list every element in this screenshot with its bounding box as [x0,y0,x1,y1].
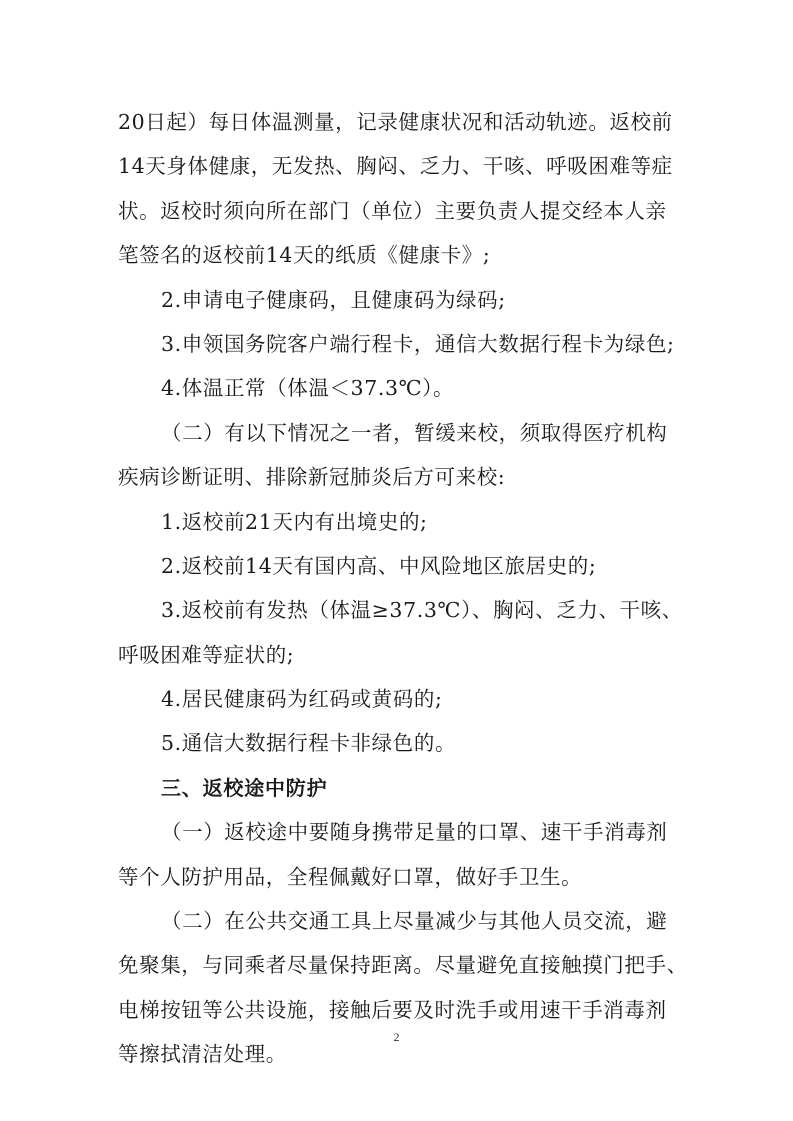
body-line: 电梯按钮等公共设施，接触后要及时洗手或用速干手消毒剂 [118,997,667,1022]
section-paragraph-start: （一）返校途中要随身携带足量的口罩、速干手消毒剂 [161,820,668,845]
list-item: 4.体温正常（体温＜37.3℃）。 [161,376,455,401]
body-line: 14天身体健康，无发热、胸闷、乏力、干咳、呼吸困难等症 [118,154,673,179]
list-item: 1.返校前21天内有出境史的; [161,509,428,534]
list-item: 2.返校前14天有国内高、中风险地区旅居史的; [161,553,597,578]
body-line: 20日起）每日体温测量，记录健康状况和活动轨迹。返校前 [118,110,673,134]
list-item: 4.居民健康码为红码或黄码的; [161,687,443,712]
list-item: 2.申请电子健康码，且健康码为绿码; [161,287,506,312]
body-line: 疾病诊断证明、排除新冠肺炎后方可来校: [118,465,506,490]
section-paragraph-start: （二）有以下情况之一者，暂缓来校，须取得医疗机构 [161,420,668,445]
body-line: 等擦拭清洁处理。 [118,1042,287,1067]
body-line: 等个人防护用品，全程佩戴好口罩，做好手卫生。 [118,864,583,889]
body-line: 呼吸困难等症状的; [118,642,295,667]
list-item: 3.返校前有发热（体温≥37.3℃）、胸闷、乏力、干咳、 [161,598,683,623]
list-item: 3.申领国务院客户端行程卡，通信大数据行程卡为绿色; [161,331,675,356]
body-line: 状。返校时须向所在部门（单位）主要负责人提交经本人亲 [118,198,667,223]
body-line: 免聚集，与同乘者尽量保持距离。尽量避免直接触摸门把手、 [118,953,688,978]
section-heading: 三、返校途中防护 [161,775,328,800]
list-item: 5.通信大数据行程卡非绿色的。 [161,731,457,756]
page-number: 2 [393,1030,400,1044]
section-paragraph-start: （二）在公共交通工具上尽量减少与其他人员交流，避 [161,909,668,934]
document-body [118,100,688,1077]
body-line: 笔签名的返校前14天的纸质《健康卡》; [118,243,491,268]
